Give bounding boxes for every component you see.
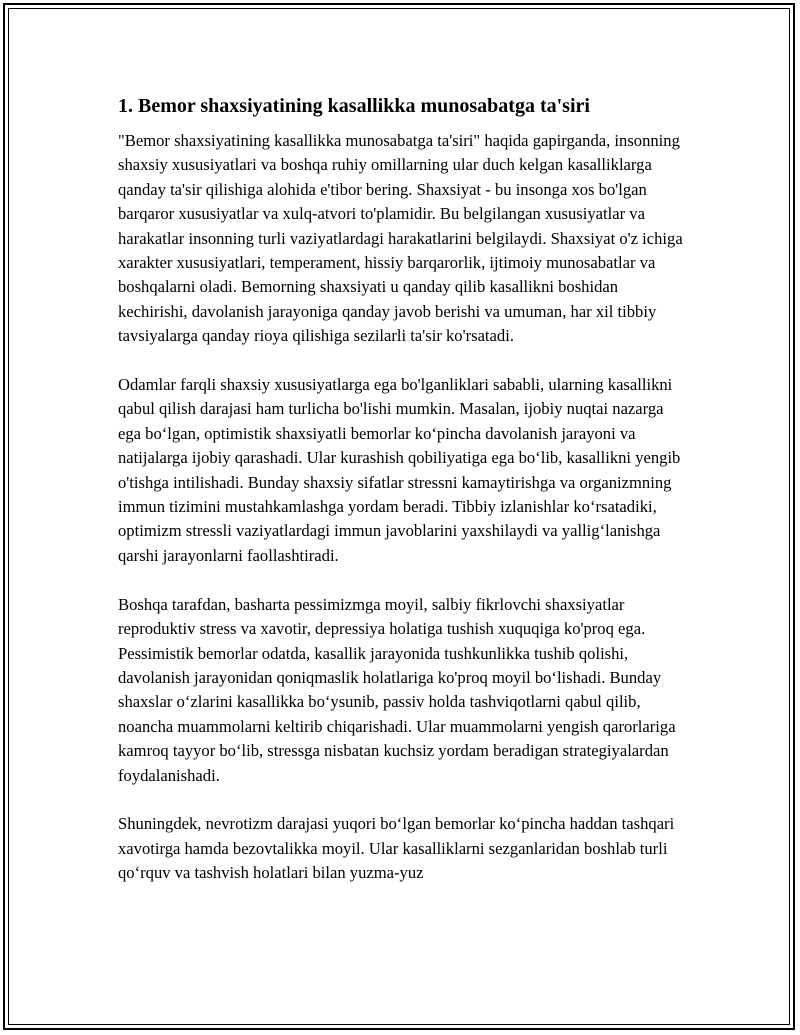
paragraph-2: Odamlar farqli shaxsiy xususiyatlarga ega bo'lganliklari sababli, ularning kasallikni qabul qilish darajasi ham turlicha bo'lishi mumkin. Masalan, ijobiy nuqtai nazarga ega bo‘lgan, optimistik shaxsiyatli bemorlar ko‘pincha davolanish jarayoni va natijalarga ijobiy qarashadi. Ular kurashish qobiliyatiga ega bo‘lib, kasallikni yengib o'tishga intilishadi. Bunday shaxsiy sifatlar stressni kamaytirishga va organizmning immun tizimini mustahkamlashga yordam beradi. Tibbiy izlanishlar ko‘rsatadiki, optimizm stressli vaziyatlardagi immun javoblarini yaxshilaydi va yallig‘lanishga qarshi jarayonlarni faollashtiradi. <box>118 375 681 565</box>
document-body <box>118 92 690 910</box>
paragraph-1: "Bemor shaxsiyatining kasallikka munosabatga ta'siri" haqida gapirganda, insonning shaxsiy xususiyatlari va boshqa ruhiy omillarning ular duch kelgan kasalliklarga qanday ta'sir qilishiga alohida e'tibor bering. Shaxsiyat - bu insonga xos bo'lgan barqaror xususiyatlar va xulq-atvori to'plamidir. Bu belgilangan xususiyatlar va harakatlar insonning turli vaziyatlardagi harakatlarini belgilaydi. Shaxsiyat o'z ichiga xarakter xususiyatlari, temperament, hissiy barqarorlik, ijtimoiy munosabatlar va boshqalarni oladi. Bemorning shaxsiyati u qanday qilib kasallikni boshidan kechirishi, davolanish jarayoniga qanday javob berishi va umuman, har xil tibbiy tavsiyalarga qanday rioya qilishiga sezilarli ta'sir ko'rsatadi. <box>118 131 683 346</box>
paragraph-4: Shuningdek, nevrotizm darajasi yuqori bo‘lgan bemorlar ko‘pincha haddan tashqari xavotirga hamda bezovtalikka moyil. Ular kasalliklarni sezganlaridan boshlab turli qo‘rquv va tashvish holatlari bilan yuzma-yuz <box>118 814 675 883</box>
paragraph-3: Boshqa tarafdan, basharta pessimizmga moyil, salbiy fikrlovchi shaxsiyatlar reproduktiv stress va xavotir, depressiya holatiga tushish xuquqiga ko'proq ega. Pessimistik bemorlar odatda, kasallik jarayonida tushkunlikka tushib qolishi, davolanish jarayonidan qoniqmaslik holatlariga ko'proq moyil bo‘lishadi. Bunday shaxslar o‘zlarini kasallikka bo‘ysunib, passiv holda tashviqotlarni qabul qilib, noancha muammolarni keltirib chiqarishadi. Ular muammolarni yengish qarorlariga kamroq tayyor bo‘lib, stressga nisbatan kuchsiz yordam beradigan strategiyalardan foydalanishadi. <box>118 594 676 785</box>
section-heading: 1. Bemor shaxsiyatining kasallikka munosabatga ta'siri <box>118 95 590 117</box>
